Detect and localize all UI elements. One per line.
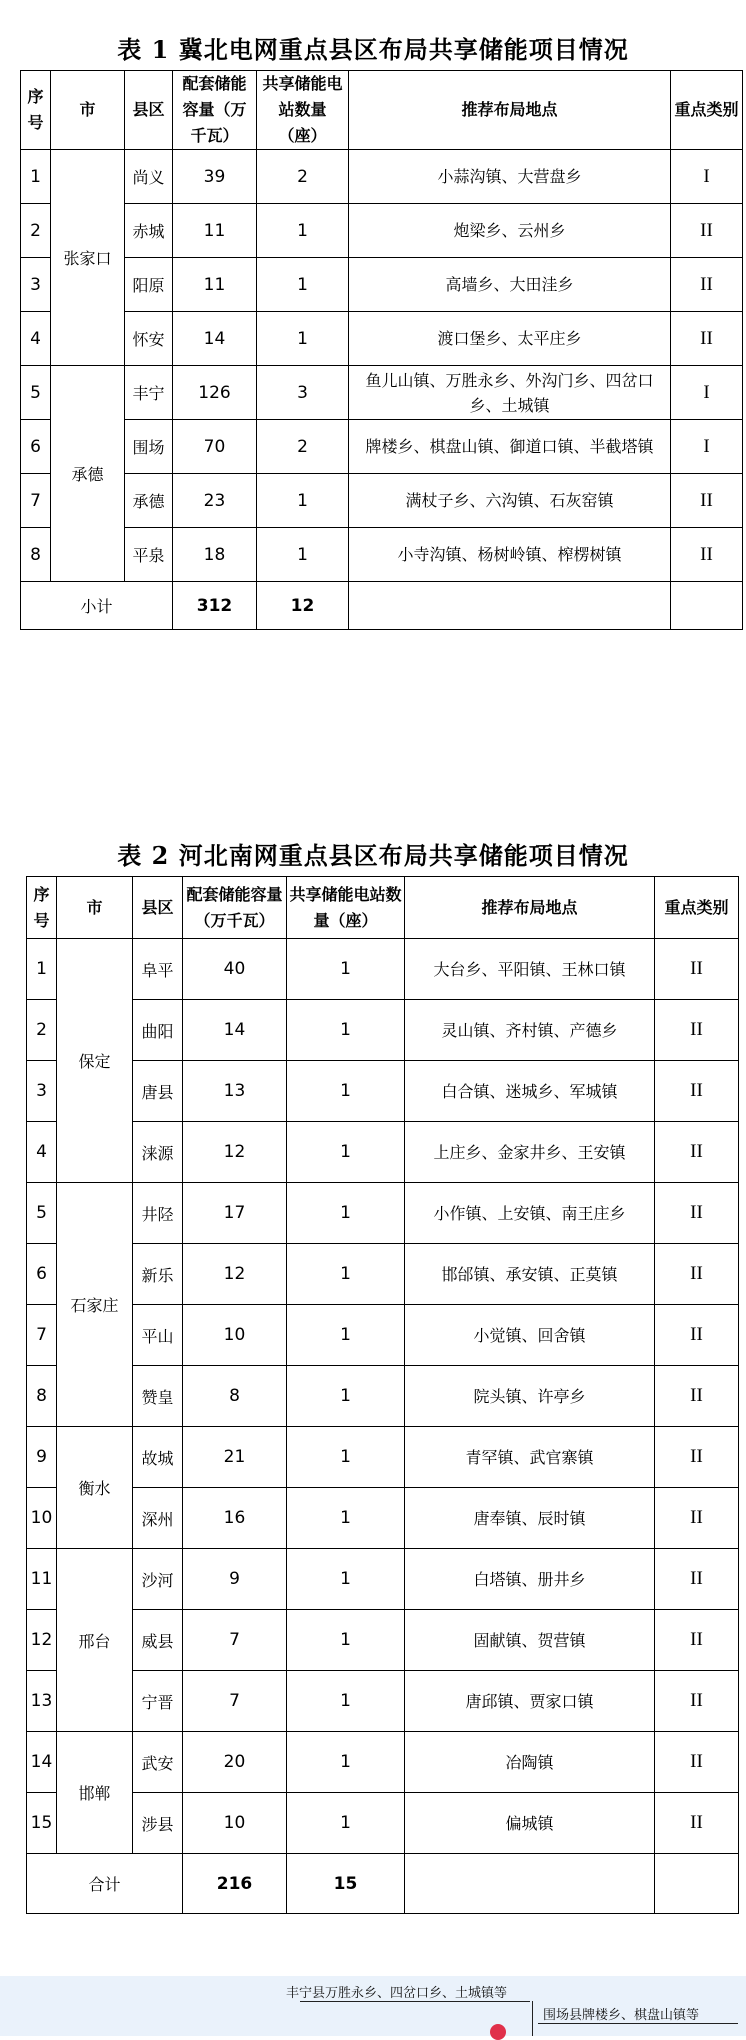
county-cell: 曲阳 — [133, 1000, 183, 1061]
location-cell: 白合镇、迷城乡、军城镇 — [405, 1061, 655, 1122]
capacity-cell: 18 — [173, 528, 257, 582]
row-no: 4 — [27, 1122, 57, 1183]
city-cell: 邢台 — [57, 1549, 133, 1732]
table-row — [27, 1488, 739, 1549]
total-capacity: 312 — [173, 582, 257, 630]
capacity-cell: 11 — [173, 258, 257, 312]
type-cell: II — [671, 312, 743, 366]
row-no: 5 — [21, 366, 51, 420]
capacity-cell: 70 — [173, 420, 257, 474]
capacity-cell: 21 — [183, 1427, 287, 1488]
location-cell: 小作镇、上安镇、南王庄乡 — [405, 1183, 655, 1244]
total-empty — [671, 582, 743, 630]
county-cell: 新乐 — [133, 1244, 183, 1305]
table2-caption: 表 2 河北南网重点县区布局共享储能项目情况 — [117, 841, 629, 870]
table2 — [26, 876, 739, 1914]
header-type: 重点类别 — [655, 877, 739, 939]
location-cell: 青罕镇、武官寨镇 — [405, 1427, 655, 1488]
stations-cell: 1 — [257, 528, 349, 582]
type-cell: II — [655, 1122, 739, 1183]
county-cell: 平山 — [133, 1305, 183, 1366]
table-row — [27, 939, 739, 1000]
city-cell: 邯郸 — [57, 1732, 133, 1854]
city-cell: 承德 — [51, 366, 125, 582]
location-cell: 鱼儿山镇、万胜永乡、外沟门乡、四岔口乡、土城镇 — [349, 366, 671, 420]
capacity-cell: 17 — [183, 1183, 287, 1244]
type-cell: II — [671, 258, 743, 312]
capacity-cell: 7 — [183, 1610, 287, 1671]
total-row — [21, 582, 743, 630]
capacity-cell: 7 — [183, 1671, 287, 1732]
capacity-cell: 10 — [183, 1305, 287, 1366]
type-cell: II — [655, 1671, 739, 1732]
stations-cell: 1 — [287, 1366, 405, 1427]
county-cell: 唐县 — [133, 1061, 183, 1122]
total-capacity: 216 — [183, 1854, 287, 1914]
capacity-cell: 10 — [183, 1793, 287, 1854]
type-cell: II — [655, 1183, 739, 1244]
stations-cell: 1 — [287, 1000, 405, 1061]
capacity-cell: 14 — [173, 312, 257, 366]
county-cell: 武安 — [133, 1732, 183, 1793]
header-location: 推荐布局地点 — [405, 877, 655, 939]
header-no: 序号 — [21, 71, 51, 150]
location-cell: 邯邰镇、承安镇、正莫镇 — [405, 1244, 655, 1305]
county-cell: 井陉 — [133, 1183, 183, 1244]
county-cell: 沙河 — [133, 1549, 183, 1610]
stations-cell: 1 — [257, 474, 349, 528]
table1 — [20, 70, 743, 630]
stations-cell: 2 — [257, 420, 349, 474]
row-no: 1 — [21, 150, 51, 204]
map-location-marker-icon — [490, 2024, 506, 2040]
total-label: 小计 — [21, 582, 173, 630]
location-cell: 小蒜沟镇、大营盘乡 — [349, 150, 671, 204]
map-preview — [0, 1976, 746, 2036]
type-cell: II — [655, 1305, 739, 1366]
stations-cell: 1 — [287, 1732, 405, 1793]
stations-cell: 1 — [287, 1488, 405, 1549]
county-cell: 承德 — [125, 474, 173, 528]
stations-cell: 1 — [257, 312, 349, 366]
stations-cell: 1 — [287, 1305, 405, 1366]
county-cell: 阜平 — [133, 939, 183, 1000]
capacity-cell: 20 — [183, 1732, 287, 1793]
total-stations: 15 — [287, 1854, 405, 1914]
table-row — [21, 204, 743, 258]
stations-cell: 1 — [287, 1671, 405, 1732]
stations-cell: 1 — [287, 1061, 405, 1122]
capacity-cell: 23 — [173, 474, 257, 528]
capacity-cell: 11 — [173, 204, 257, 258]
location-cell: 渡口堡乡、太平庄乡 — [349, 312, 671, 366]
map-label-weichang: 围场县牌楼乡、棋盘山镇等 — [543, 2008, 700, 2023]
county-cell: 平泉 — [125, 528, 173, 582]
table-row — [27, 1671, 739, 1732]
type-cell: II — [671, 528, 743, 582]
location-cell: 偏城镇 — [405, 1793, 655, 1854]
header-city: 市 — [57, 877, 133, 939]
city-cell: 张家口 — [51, 150, 125, 366]
capacity-cell: 12 — [183, 1244, 287, 1305]
map-label-fengning: 丰宁县万胜永乡、四岔口乡、土城镇等 — [286, 1986, 508, 2001]
city-cell: 保定 — [57, 939, 133, 1183]
stations-cell: 1 — [287, 1244, 405, 1305]
stations-cell: 1 — [287, 1793, 405, 1854]
location-cell: 固献镇、贺营镇 — [405, 1610, 655, 1671]
stations-cell: 1 — [287, 1427, 405, 1488]
capacity-cell: 12 — [183, 1122, 287, 1183]
total-empty — [349, 582, 671, 630]
header-type: 重点类别 — [671, 71, 743, 150]
location-cell: 院头镇、许亭乡 — [405, 1366, 655, 1427]
header-stations: 共享储能电站数量（座） — [287, 877, 405, 939]
capacity-cell: 8 — [183, 1366, 287, 1427]
table-row — [27, 1244, 739, 1305]
table-row — [27, 1183, 739, 1244]
county-cell: 深州 — [133, 1488, 183, 1549]
table-row — [27, 1610, 739, 1671]
capacity-cell: 126 — [173, 366, 257, 420]
total-empty — [655, 1854, 739, 1914]
table-row — [27, 1549, 739, 1610]
capacity-cell: 39 — [173, 150, 257, 204]
total-row — [27, 1854, 739, 1914]
type-cell: II — [655, 1610, 739, 1671]
location-cell: 上庄乡、金家井乡、王安镇 — [405, 1122, 655, 1183]
map-leader-line — [538, 2023, 738, 2024]
location-cell: 牌楼乡、棋盘山镇、御道口镇、半截塔镇 — [349, 420, 671, 474]
stations-cell: 3 — [257, 366, 349, 420]
county-cell: 阳原 — [125, 258, 173, 312]
county-cell: 涉县 — [133, 1793, 183, 1854]
type-cell: II — [655, 1488, 739, 1549]
type-cell: I — [671, 420, 743, 474]
row-no: 5 — [27, 1183, 57, 1244]
table-row — [27, 1305, 739, 1366]
stations-cell: 1 — [257, 258, 349, 312]
type-cell: I — [671, 366, 743, 420]
table-row — [27, 1061, 739, 1122]
location-cell: 灵山镇、齐村镇、产德乡 — [405, 1000, 655, 1061]
row-no: 2 — [27, 1000, 57, 1061]
county-cell: 围场 — [125, 420, 173, 474]
header-capacity: 配套储能容量（万千瓦） — [173, 71, 257, 150]
location-cell: 大台乡、平阳镇、王林口镇 — [405, 939, 655, 1000]
row-no: 15 — [27, 1793, 57, 1854]
row-no: 3 — [27, 1061, 57, 1122]
stations-cell: 2 — [257, 150, 349, 204]
type-cell: II — [655, 1000, 739, 1061]
table-row — [27, 1000, 739, 1061]
type-cell: I — [671, 150, 743, 204]
stations-cell: 1 — [287, 939, 405, 1000]
row-no: 3 — [21, 258, 51, 312]
header-city: 市 — [51, 71, 125, 150]
row-no: 6 — [27, 1244, 57, 1305]
county-cell: 涞源 — [133, 1122, 183, 1183]
row-no: 8 — [21, 528, 51, 582]
type-cell: II — [655, 1061, 739, 1122]
row-no: 2 — [21, 204, 51, 258]
row-no: 7 — [21, 474, 51, 528]
row-no: 7 — [27, 1305, 57, 1366]
table-row — [21, 528, 743, 582]
type-cell: II — [671, 474, 743, 528]
table-row — [21, 420, 743, 474]
location-cell: 满杖子乡、六沟镇、石灰窑镇 — [349, 474, 671, 528]
table-row — [27, 1366, 739, 1427]
row-no: 13 — [27, 1671, 57, 1732]
location-cell: 小寺沟镇、杨树岭镇、榨楞树镇 — [349, 528, 671, 582]
county-cell: 尚义 — [125, 150, 173, 204]
row-no: 8 — [27, 1366, 57, 1427]
location-cell: 唐邱镇、贾家口镇 — [405, 1671, 655, 1732]
capacity-cell: 9 — [183, 1549, 287, 1610]
table1-caption: 表 1 冀北电网重点县区布局共享储能项目情况 — [117, 35, 629, 64]
header-stations: 共享储能电站数量（座） — [257, 71, 349, 150]
row-no: 4 — [21, 312, 51, 366]
stations-cell: 1 — [287, 1549, 405, 1610]
county-cell: 赞皇 — [133, 1366, 183, 1427]
row-no: 1 — [27, 939, 57, 1000]
table-row — [27, 1427, 739, 1488]
table-row — [21, 366, 743, 420]
capacity-cell: 40 — [183, 939, 287, 1000]
header-no: 序号 — [27, 877, 57, 939]
county-cell: 故城 — [133, 1427, 183, 1488]
type-cell: II — [655, 1732, 739, 1793]
type-cell: II — [655, 1244, 739, 1305]
table-row — [27, 1732, 739, 1793]
location-cell: 小觉镇、回舍镇 — [405, 1305, 655, 1366]
county-cell: 宁晋 — [133, 1671, 183, 1732]
city-cell: 石家庄 — [57, 1183, 133, 1427]
type-cell: II — [655, 1427, 739, 1488]
location-cell: 冶陶镇 — [405, 1732, 655, 1793]
table-row — [21, 150, 743, 204]
location-cell: 高墙乡、大田洼乡 — [349, 258, 671, 312]
capacity-cell: 13 — [183, 1061, 287, 1122]
location-cell: 唐奉镇、辰时镇 — [405, 1488, 655, 1549]
map-leader-line — [532, 2001, 533, 2036]
row-no: 9 — [27, 1427, 57, 1488]
capacity-cell: 16 — [183, 1488, 287, 1549]
stations-cell: 1 — [287, 1122, 405, 1183]
row-no: 11 — [27, 1549, 57, 1610]
type-cell: II — [655, 1366, 739, 1427]
row-no: 10 — [27, 1488, 57, 1549]
table-row — [27, 1793, 739, 1854]
header-location: 推荐布局地点 — [349, 71, 671, 150]
type-cell: II — [671, 204, 743, 258]
county-cell: 怀安 — [125, 312, 173, 366]
location-cell: 白塔镇、册井乡 — [405, 1549, 655, 1610]
map-leader-line — [300, 2001, 530, 2002]
header-capacity: 配套储能容量（万千瓦） — [183, 877, 287, 939]
total-empty — [405, 1854, 655, 1914]
header-county: 县区 — [125, 71, 173, 150]
table-row — [21, 312, 743, 366]
total-label: 合计 — [27, 1854, 183, 1914]
county-cell: 威县 — [133, 1610, 183, 1671]
county-cell: 赤城 — [125, 204, 173, 258]
header-county: 县区 — [133, 877, 183, 939]
county-cell: 丰宁 — [125, 366, 173, 420]
type-cell: II — [655, 1793, 739, 1854]
row-no: 12 — [27, 1610, 57, 1671]
type-cell: II — [655, 1549, 739, 1610]
location-cell: 炮梁乡、云州乡 — [349, 204, 671, 258]
stations-cell: 1 — [287, 1183, 405, 1244]
stations-cell: 1 — [257, 204, 349, 258]
table-row — [21, 474, 743, 528]
type-cell: II — [655, 939, 739, 1000]
row-no: 14 — [27, 1732, 57, 1793]
stations-cell: 1 — [287, 1610, 405, 1671]
table-row — [21, 258, 743, 312]
city-cell: 衡水 — [57, 1427, 133, 1549]
total-stations: 12 — [257, 582, 349, 630]
row-no: 6 — [21, 420, 51, 474]
capacity-cell: 14 — [183, 1000, 287, 1061]
table-row — [27, 1122, 739, 1183]
